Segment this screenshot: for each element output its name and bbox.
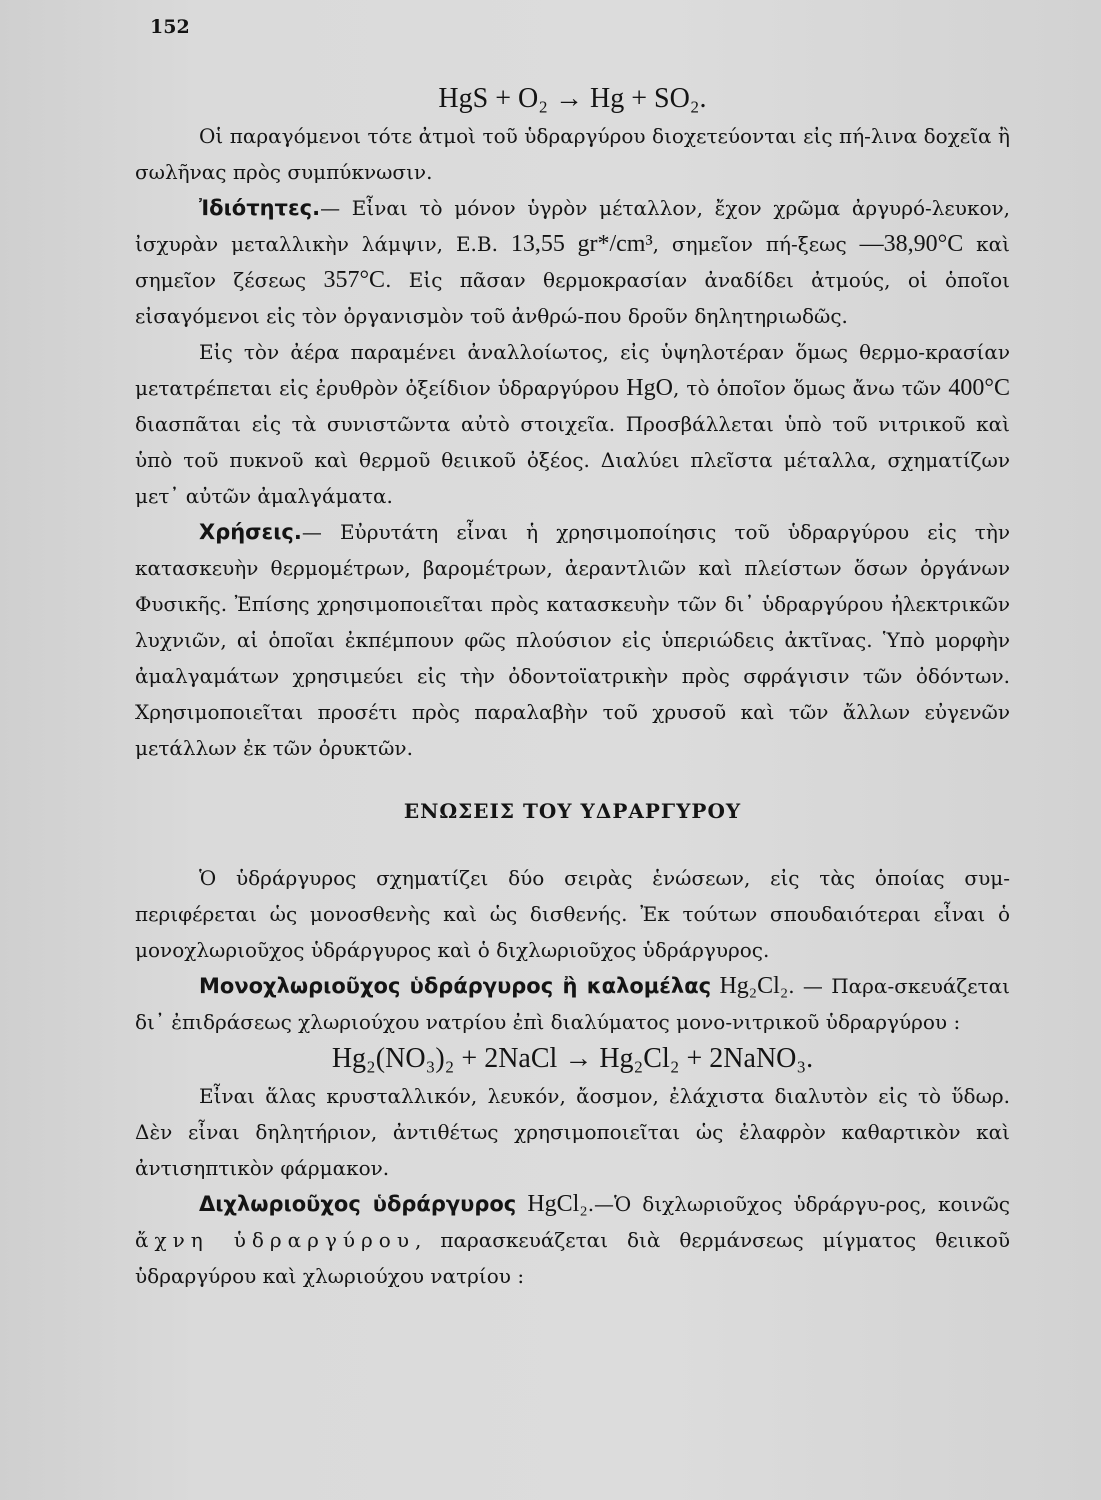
air-text-a: Εἰς τὸν ἀέρα παραμένει ἀναλλοίωτος, εἰς ὑψηλοτέραν ὅμως θερμο-κρασίαν μετατρέπεται εἰς ἐρυθρὸν ὀξείδιον ὑδραργύρου [135, 340, 1010, 400]
decomposition-temperature: 400°C [948, 375, 1010, 401]
equation-calomel-preparation: Hg₂(NO₃)₂ + 2NaCl → Hg₂Cl₂ + 2NaNO₃. [331, 1043, 814, 1074]
paragraph-properties [135, 190, 1010, 334]
paragraph-vapour-condensation: Οἱ παραγόμενοι τότε ἀτμοὶ τοῦ ὑδραργύρου διοχετεύονται εἰς πή-λινα δοχεῖα ἢ σωλῆνας πρὸς συμπύκνωσιν. [135, 124, 1010, 184]
calomel-text: . — Παρα-σκευάζεται δι᾽ ἐπιδράσεως χλωριούχου νατρίου ἐπὶ διαλύματος μονο-νιτρικοῦ ὑδραργύρου : [135, 974, 1010, 1034]
dichloride-text-a: .—Ὁ διχλωριοῦχος ὑδράργυ-ρος, κοινῶς [587, 1192, 1011, 1216]
term-properties: Ἰδιότητες. [199, 196, 321, 220]
calomel-formula: Hg₂Cl₂ [719, 973, 789, 999]
dichloride-formula: HgCl₂ [527, 1191, 588, 1217]
air-text-c: διασπᾶται εἰς τὰ συνιστῶντα αὐτὸ στοιχεῖα. Προσβάλλεται ὑπὸ τοῦ νιτρικοῦ καὶ ὑπὸ τοῦ πυκνοῦ καὶ θερμοῦ θειικοῦ ὀξέος. Διαλύει πλεῖστα μέταλλα, σχηματίζων μετ᾽ αὐτῶν ἀμαλγάματα. [135, 412, 1010, 508]
page-content [135, 80, 1010, 1294]
properties-text-c: καὶ σημεῖον ζέσεως [135, 232, 1010, 292]
dichloride-text-b: , παρασκευάζεται διὰ θερμάνσεως μίγματος θειικοῦ ὑδραργύρου καὶ χλωριούχου νατρίου : [135, 1228, 1010, 1288]
uses-text: — Εὐρυτάτη εἶναι ἡ χρησιμοποίησις τοῦ ὑδραργύρου εἰς τὴν κατασκευὴν θερμομέτρων, βαρομέτρων, ἀεραντλιῶν καὶ πλείστων ὅσων ὀργάνων Φυσικῆς. Ἐπίσης χρησιμοποιεῖται πρὸς κατασκευὴν τῶν δι᾽ ὑδραργύρου ἠλεκτρικῶν λυχνιῶν, αἱ ὁποῖαι ἐκπέμπουν φῶς πλούσιον εἰς ὑπεριώδεις ἀκτῖνας. Ὑπὸ μορφὴν ἀμαλγαμάτων χρησιμεύει εἰς τὴν ὀδοντοϊατρικὴν πρὸς σφράγισιν τῶν ὀδόντων. Χρησιμοποιεῖται προσέτι πρὸς παραλαβὴν τοῦ χρυσοῦ καὶ τῶν ἄλλων εὐγενῶν μετάλλων ἐκ τῶν ὀρυκτῶν. [135, 520, 1010, 760]
boiling-point-value: 357°C [323, 267, 386, 293]
properties-text-a: — Εἶναι τὸ μόνον ὑγρὸν μέταλλον, ἔχον χρῶμα ἀργυρό-λευκον, ἰσχυρὰν μεταλλικὴν λάμψιν, Ε.Β. [135, 196, 1010, 256]
properties-text-d: . Εἰς πᾶσαν θερμοκρασίαν ἀναδίδει ἀτμούς, οἱ ὁποῖοι εἰσαγόμενοι εἰς τὸν ὀργανισμὸν τοῦ ἀνθρώ-που δροῦν δηλητηριωδῶς. [135, 268, 1010, 328]
air-text-b: , τὸ ὁποῖον ὅμως ἄνω τῶν [672, 376, 949, 400]
paragraph-calomel-properties: Εἶναι ἅλας κρυσταλλικόν, λευκόν, ἄοσμον, ἐλάχιστα διαλυτὸν εἰς τὸ ὕδωρ. Δὲν εἶναι δηλητήριον, ἀντιθέτως χρησιμοποιεῖται ὡς ἐλαφρὸν καθαρτικὸν καὶ ἀντισηπτικὸν φάρμακον. [135, 1084, 1010, 1180]
paragraph-dichloride [135, 1186, 1010, 1294]
equation-cinnabar-roasting: HgS + O₂ → Hg + SO₂. [438, 83, 707, 114]
density-value: 13,55 gr*/cm³ [510, 231, 653, 257]
term-dichloride: Διχλωριοῦχος ὑδράργυρος [199, 1192, 517, 1216]
paragraph-uses [135, 514, 1010, 766]
mercury-oxide-formula: HgO [626, 375, 673, 401]
properties-text-b: , σημεῖον πή-ξεως [652, 232, 860, 256]
term-calomel: Μονοχλωριοῦχος ὑδράργυρος ἢ καλομέλας [199, 974, 712, 998]
paragraph-calomel [135, 968, 1010, 1040]
paragraph-compounds: Ὁ ὑδράργυρος σχηματίζει δύο σειρὰς ἑνώσεων, εἰς τὰς ὁποίας συμ-περιφέρεται ὡς μονοσθενὴς καὶ ὡς δισθενής. Ἐκ τούτων σπουδαιότεραι εἶναι ὁ μονοχλωριοῦχος ὑδράργυρος καὶ ὁ διχλωριοῦχος ὑδράργυρος. [135, 866, 1010, 962]
page-number: 152 [150, 16, 190, 38]
common-name: ἄχνη ὑδραργύρου [135, 1228, 416, 1252]
paragraph-air-behaviour [135, 334, 1010, 514]
section-heading: ΕΝΩΣΕΙΣ ΤΟΥ ΥΔΡΑΡΓΥΡΟΥ [403, 799, 742, 823]
term-uses: Χρήσεις. [199, 520, 302, 544]
freezing-point-value: —38,90°C [859, 231, 964, 257]
